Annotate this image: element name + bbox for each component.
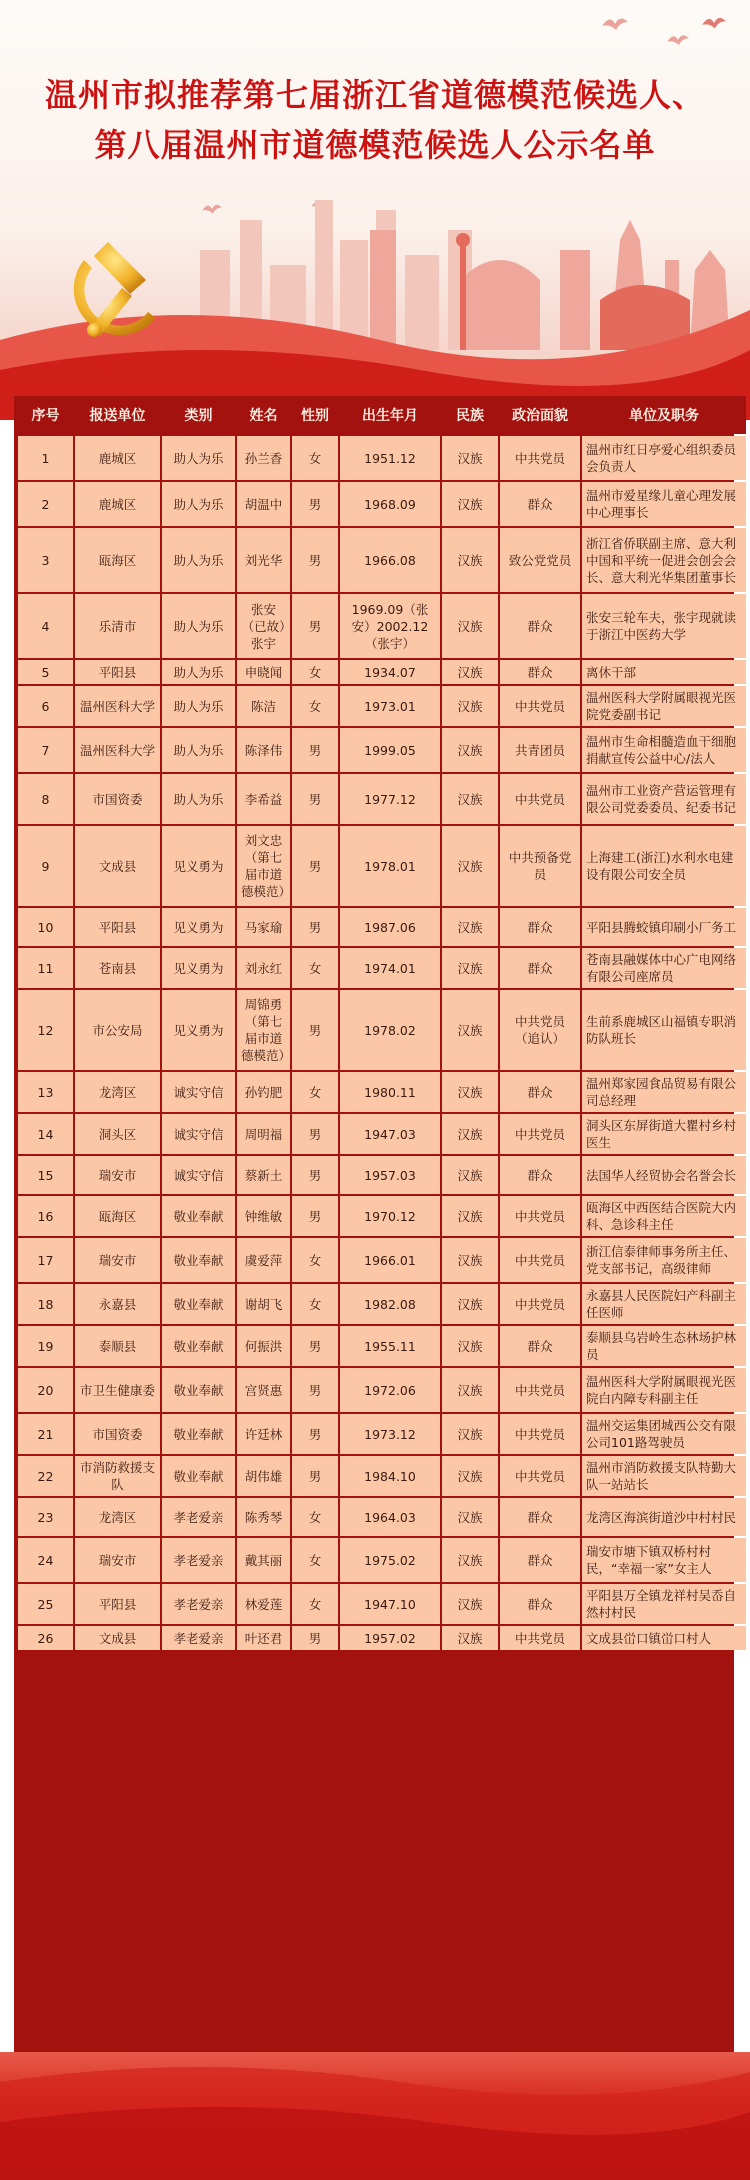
cell-position: 龙湾区海滨街道沙中村村民	[582, 1498, 746, 1536]
cell-unit: 温州医科大学	[75, 728, 160, 772]
cell-position: 永嘉县人民医院妇产科副主任医师	[582, 1284, 746, 1324]
cell-category: 敬业奉献	[162, 1368, 235, 1412]
cell-political: 群众	[500, 594, 580, 658]
cell-name: 陈洁	[237, 686, 290, 726]
cell-gender: 男	[292, 774, 338, 824]
cell-position: 温州市消防救援支队特勤大队一站站长	[582, 1456, 746, 1496]
cell-position: 瑞安市塘下镇双桥村村民，“幸福一家”女主人	[582, 1538, 746, 1582]
cell-position: 张安三轮车夫，张宇现就读于浙江中医药大学	[582, 594, 746, 658]
cell-gender: 男	[292, 990, 338, 1070]
cell-index: 4	[18, 594, 73, 658]
header-banner	[0, 0, 750, 420]
cell-index: 7	[18, 728, 73, 772]
cell-category: 孝老爱亲	[162, 1626, 235, 1650]
cell-name: 叶还君	[237, 1626, 290, 1650]
cell-index: 11	[18, 948, 73, 988]
cell-birth: 1982.08	[340, 1284, 440, 1324]
col-header-ethnicity: 民族	[442, 396, 498, 434]
cell-category: 见义勇为	[162, 826, 235, 906]
cell-category: 见义勇为	[162, 908, 235, 946]
cell-index: 21	[18, 1414, 73, 1454]
cell-unit: 平阳县	[75, 660, 160, 684]
cell-position: 上海建工(浙江)水利水电建设有限公司安全员	[582, 826, 746, 906]
cell-unit: 市国资委	[75, 1414, 160, 1454]
cell-ethnicity: 汉族	[442, 1156, 498, 1194]
cell-ethnicity: 汉族	[442, 528, 498, 592]
cell-unit: 泰顺县	[75, 1326, 160, 1366]
cell-position: 温州市爱星缘儿童心理发展中心理事长	[582, 482, 746, 526]
cell-position: 瓯海区中西医结合医院大内科、急诊科主任	[582, 1196, 746, 1236]
cell-gender: 女	[292, 1584, 338, 1624]
cell-unit: 瑞安市	[75, 1156, 160, 1194]
cell-ethnicity: 汉族	[442, 660, 498, 684]
cell-name: 申晓闻	[237, 660, 290, 684]
cell-ethnicity: 汉族	[442, 1498, 498, 1536]
cell-birth: 1955.11	[340, 1326, 440, 1366]
col-header-position: 单位及职务	[582, 396, 746, 434]
cell-category: 见义勇为	[162, 990, 235, 1070]
cell-unit: 洞头区	[75, 1114, 160, 1154]
cell-index: 13	[18, 1072, 73, 1112]
cell-birth: 1947.10	[340, 1584, 440, 1624]
cell-position: 生前系鹿城区山福镇专职消防队班长	[582, 990, 746, 1070]
cell-position: 温州市生命相髓造血干细胞捐献宣传公益中心/法人	[582, 728, 746, 772]
cell-category: 敬业奉献	[162, 1238, 235, 1282]
cell-unit: 乐清市	[75, 594, 160, 658]
cell-name: 周锦勇（第七届市道德模范）	[237, 990, 290, 1070]
cell-birth: 1964.03	[340, 1498, 440, 1536]
cell-birth: 1978.02	[340, 990, 440, 1070]
cell-ethnicity: 汉族	[442, 1196, 498, 1236]
cell-unit: 平阳县	[75, 1584, 160, 1624]
cell-ethnicity: 汉族	[442, 1584, 498, 1624]
cell-unit: 龙湾区	[75, 1498, 160, 1536]
cell-index: 1	[18, 436, 73, 480]
party-emblem-icon	[60, 232, 180, 352]
cell-political: 中共党员	[500, 1456, 580, 1496]
cell-name: 张安（已故）张宇	[237, 594, 290, 658]
cell-gender: 男	[292, 528, 338, 592]
cell-name: 孙兰香	[237, 436, 290, 480]
cell-category: 助人为乐	[162, 436, 235, 480]
cell-political: 致公党党员	[500, 528, 580, 592]
cell-gender: 男	[292, 1368, 338, 1412]
cell-ethnicity: 汉族	[442, 1368, 498, 1412]
col-header-political: 政治面貌	[500, 396, 580, 434]
cell-unit: 平阳县	[75, 908, 160, 946]
cell-position: 温州交运集团城西公交有限公司101路驾驶员	[582, 1414, 746, 1454]
cell-political: 中共党员	[500, 1626, 580, 1650]
cell-position: 温州郑家园食品贸易有限公司总经理	[582, 1072, 746, 1112]
cell-gender: 女	[292, 660, 338, 684]
cell-gender: 女	[292, 686, 338, 726]
col-header-category: 类别	[162, 396, 235, 434]
cell-political: 中共党员	[500, 436, 580, 480]
cell-political: 中共党员	[500, 1114, 580, 1154]
cell-gender: 男	[292, 1456, 338, 1496]
cell-ethnicity: 汉族	[442, 990, 498, 1070]
dove-icon	[700, 12, 728, 34]
cell-index: 6	[18, 686, 73, 726]
cell-name: 钟维敏	[237, 1196, 290, 1236]
cell-index: 25	[18, 1584, 73, 1624]
cell-name: 何振洪	[237, 1326, 290, 1366]
cell-ethnicity: 汉族	[442, 908, 498, 946]
cell-birth: 1987.06	[340, 908, 440, 946]
cell-birth: 1969.09（张安）2002.12（张宇）	[340, 594, 440, 658]
cell-gender: 男	[292, 594, 338, 658]
cell-ethnicity: 汉族	[442, 1456, 498, 1496]
cell-name: 谢胡飞	[237, 1284, 290, 1324]
cell-gender: 女	[292, 1072, 338, 1112]
cell-political: 群众	[500, 948, 580, 988]
cell-birth: 1968.09	[340, 482, 440, 526]
cell-gender: 男	[292, 1156, 338, 1194]
cell-political: 群众	[500, 1584, 580, 1624]
cell-gender: 女	[292, 1538, 338, 1582]
col-header-birth: 出生年月	[340, 396, 440, 434]
cell-birth: 1966.01	[340, 1238, 440, 1282]
cell-political: 群众	[500, 908, 580, 946]
cell-ethnicity: 汉族	[442, 1238, 498, 1282]
cell-index: 2	[18, 482, 73, 526]
cell-position: 离休干部	[582, 660, 746, 684]
cell-gender: 男	[292, 1626, 338, 1650]
cell-birth: 1966.08	[340, 528, 440, 592]
cell-category: 敬业奉献	[162, 1196, 235, 1236]
cell-name: 刘永红	[237, 948, 290, 988]
cell-position: 浙江信泰律师事务所主任、党支部书记，高级律师	[582, 1238, 746, 1282]
cell-category: 助人为乐	[162, 728, 235, 772]
cell-position: 平阳县腾蛟镇印刷小厂务工	[582, 908, 746, 946]
cell-political: 群众	[500, 482, 580, 526]
cell-unit: 市公安局	[75, 990, 160, 1070]
cell-index: 3	[18, 528, 73, 592]
cell-birth: 1975.02	[340, 1538, 440, 1582]
cell-political: 中共党员	[500, 686, 580, 726]
cell-unit: 苍南县	[75, 948, 160, 988]
cell-name: 虞爱萍	[237, 1238, 290, 1282]
cell-ethnicity: 汉族	[442, 948, 498, 988]
cell-position: 温州医科大学附属眼视光医院党委副书记	[582, 686, 746, 726]
cell-index: 26	[18, 1626, 73, 1650]
cell-political: 群众	[500, 1326, 580, 1366]
cell-political: 群众	[500, 1498, 580, 1536]
cell-category: 助人为乐	[162, 528, 235, 592]
cell-name: 胡温中	[237, 482, 290, 526]
cell-unit: 文成县	[75, 826, 160, 906]
cell-unit: 瓯海区	[75, 1196, 160, 1236]
cell-index: 23	[18, 1498, 73, 1536]
cell-index: 17	[18, 1238, 73, 1282]
footer-red-wave	[0, 2052, 750, 2180]
cell-political: 中共党员	[500, 1414, 580, 1454]
cell-ethnicity: 汉族	[442, 1414, 498, 1454]
col-header-gender: 性别	[292, 396, 338, 434]
cell-category: 敬业奉献	[162, 1414, 235, 1454]
cell-political: 共青团员	[500, 728, 580, 772]
cell-political: 中共党员	[500, 1284, 580, 1324]
cell-political: 中共党员	[500, 1196, 580, 1236]
cell-unit: 永嘉县	[75, 1284, 160, 1324]
footer-wave-decoration	[0, 2052, 750, 2180]
cell-birth: 1934.07	[340, 660, 440, 684]
cell-position: 平阳县万全镇龙祥村吴岙自然村村民	[582, 1584, 746, 1624]
cell-name: 胡伟雄	[237, 1456, 290, 1496]
cell-political: 群众	[500, 1072, 580, 1112]
cell-index: 14	[18, 1114, 73, 1154]
cell-index: 15	[18, 1156, 73, 1194]
cell-category: 诚实守信	[162, 1114, 235, 1154]
cell-name: 林爱莲	[237, 1584, 290, 1624]
cell-name: 蔡新土	[237, 1156, 290, 1194]
cell-ethnicity: 汉族	[442, 1538, 498, 1582]
cell-category: 诚实守信	[162, 1156, 235, 1194]
cell-gender: 女	[292, 1498, 338, 1536]
cell-ethnicity: 汉族	[442, 774, 498, 824]
cell-unit: 文成县	[75, 1626, 160, 1650]
cell-birth: 1957.02	[340, 1626, 440, 1650]
cell-unit: 市国资委	[75, 774, 160, 824]
cell-name: 宫贤惠	[237, 1368, 290, 1412]
cell-category: 敬业奉献	[162, 1456, 235, 1496]
cell-ethnicity: 汉族	[442, 728, 498, 772]
cell-gender: 男	[292, 728, 338, 772]
cell-birth: 1973.01	[340, 686, 440, 726]
cell-name: 刘光华	[237, 528, 290, 592]
cell-gender: 男	[292, 1114, 338, 1154]
cell-political: 群众	[500, 1538, 580, 1582]
dove-icon	[600, 12, 630, 36]
cell-political: 中共党员	[500, 1238, 580, 1282]
cell-category: 孝老爱亲	[162, 1498, 235, 1536]
cell-birth: 1984.10	[340, 1456, 440, 1496]
cell-unit: 瑞安市	[75, 1538, 160, 1582]
cell-political: 群众	[500, 660, 580, 684]
cell-ethnicity: 汉族	[442, 436, 498, 480]
cell-index: 12	[18, 990, 73, 1070]
cell-name: 周明福	[237, 1114, 290, 1154]
cell-gender: 男	[292, 1326, 338, 1366]
cell-position: 温州医科大学附属眼视光医院白内障专科副主任	[582, 1368, 746, 1412]
cell-birth: 1974.01	[340, 948, 440, 988]
page-title-line1: 温州市拟推荐第七届浙江省道德模范候选人、	[44, 76, 705, 114]
col-header-unit: 报送单位	[75, 396, 160, 434]
cell-name: 刘文忠（第七届市道德模范）	[237, 826, 290, 906]
cell-index: 8	[18, 774, 73, 824]
cell-ethnicity: 汉族	[442, 826, 498, 906]
cell-birth: 1970.12	[340, 1196, 440, 1236]
cell-birth: 1980.11	[340, 1072, 440, 1112]
cell-name: 许廷林	[237, 1414, 290, 1454]
cell-index: 9	[18, 826, 73, 906]
cell-birth: 1957.03	[340, 1156, 440, 1194]
cell-index: 24	[18, 1538, 73, 1582]
cell-index: 22	[18, 1456, 73, 1496]
cell-index: 18	[18, 1284, 73, 1324]
cell-gender: 女	[292, 948, 338, 988]
cell-gender: 男	[292, 1414, 338, 1454]
cell-gender: 女	[292, 1238, 338, 1282]
cell-unit: 瓯海区	[75, 528, 160, 592]
cell-position: 泰顺县乌岩岭生态林场护林员	[582, 1326, 746, 1366]
cell-ethnicity: 汉族	[442, 1072, 498, 1112]
cell-political: 中共党员（追认）	[500, 990, 580, 1070]
cell-gender: 男	[292, 482, 338, 526]
cell-unit: 市消防救援支队	[75, 1456, 160, 1496]
cell-category: 助人为乐	[162, 594, 235, 658]
cell-position: 洞头区东屏街道大瞿村乡村医生	[582, 1114, 746, 1154]
cell-category: 见义勇为	[162, 948, 235, 988]
col-header-name: 姓名	[237, 396, 290, 434]
cell-category: 助人为乐	[162, 660, 235, 684]
cell-birth: 1978.01	[340, 826, 440, 906]
cell-category: 诚实守信	[162, 1072, 235, 1112]
cell-ethnicity: 汉族	[442, 1326, 498, 1366]
cell-name: 陈泽伟	[237, 728, 290, 772]
cell-index: 20	[18, 1368, 73, 1412]
cell-ethnicity: 汉族	[442, 1626, 498, 1650]
page-title-line2: 第八届温州市道德模范候选人公示名单	[94, 126, 656, 164]
cell-birth: 1951.12	[340, 436, 440, 480]
cell-position: 温州市红日亭爱心组织委员会负责人	[582, 436, 746, 480]
cell-ethnicity: 汉族	[442, 1284, 498, 1324]
cell-category: 孝老爱亲	[162, 1538, 235, 1582]
cell-position: 苍南县融媒体中心广电网络有限公司座席员	[582, 948, 746, 988]
table-grid	[18, 396, 737, 1650]
cell-position: 温州市工业资产营运管理有限公司党委委员、纪委书记	[582, 774, 746, 824]
cell-name: 马家瑜	[237, 908, 290, 946]
cell-unit: 市卫生健康委	[75, 1368, 160, 1412]
cell-name: 陈秀琴	[237, 1498, 290, 1536]
col-header-index: 序号	[18, 396, 73, 434]
cell-position: 法国华人经贸协会名誉会长	[582, 1156, 746, 1194]
cell-unit: 瑞安市	[75, 1238, 160, 1282]
cell-position: 浙江省侨联副主席、意大利中国和平统一促进会创会会长、意大利光华集团董事长	[582, 528, 746, 592]
cell-gender: 女	[292, 436, 338, 480]
cell-category: 助人为乐	[162, 774, 235, 824]
cell-unit: 龙湾区	[75, 1072, 160, 1112]
cell-political: 中共预备党员	[500, 826, 580, 906]
cell-category: 助人为乐	[162, 482, 235, 526]
cell-category: 敬业奉献	[162, 1326, 235, 1366]
cell-birth: 1977.12	[340, 774, 440, 824]
dove-icon	[665, 30, 691, 50]
cell-index: 16	[18, 1196, 73, 1236]
cell-gender: 男	[292, 826, 338, 906]
cell-category: 助人为乐	[162, 686, 235, 726]
cell-gender: 男	[292, 1196, 338, 1236]
cell-ethnicity: 汉族	[442, 1114, 498, 1154]
cell-category: 敬业奉献	[162, 1284, 235, 1324]
cell-gender: 女	[292, 1284, 338, 1324]
cell-name: 李希益	[237, 774, 290, 824]
cell-birth: 1973.12	[340, 1414, 440, 1454]
cell-political: 中共党员	[500, 774, 580, 824]
cell-gender: 男	[292, 908, 338, 946]
cell-ethnicity: 汉族	[442, 594, 498, 658]
cell-unit: 鹿城区	[75, 482, 160, 526]
cell-category: 孝老爱亲	[162, 1584, 235, 1624]
cell-unit: 鹿城区	[75, 436, 160, 480]
cell-birth: 1947.03	[340, 1114, 440, 1154]
cell-name: 戴其丽	[237, 1538, 290, 1582]
cell-ethnicity: 汉族	[442, 686, 498, 726]
candidate-table	[14, 396, 737, 2052]
cell-position: 文成县峃口镇峃口村人	[582, 1626, 746, 1650]
cell-political: 群众	[500, 1156, 580, 1194]
cell-name: 孙钓肥	[237, 1072, 290, 1112]
cell-unit: 温州医科大学	[75, 686, 160, 726]
cell-ethnicity: 汉族	[442, 482, 498, 526]
cell-index: 19	[18, 1326, 73, 1366]
cell-political: 中共党员	[500, 1368, 580, 1412]
cell-index: 10	[18, 908, 73, 946]
cell-index: 5	[18, 660, 73, 684]
cell-birth: 1999.05	[340, 728, 440, 772]
cell-birth: 1972.06	[340, 1368, 440, 1412]
